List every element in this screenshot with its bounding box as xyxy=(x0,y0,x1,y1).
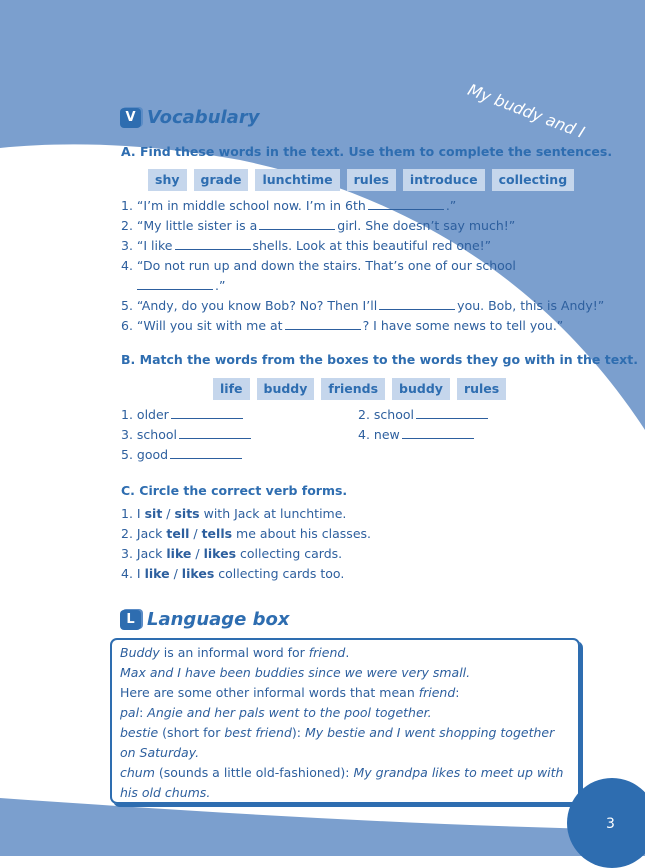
word-box-b xyxy=(213,378,506,400)
answer-blank[interactable] xyxy=(259,218,335,230)
verb-item: 2. Jack tell / tells me about his classes. xyxy=(121,526,371,541)
section-a-items xyxy=(121,196,605,336)
verb-item: 1. I sit / sits with Jack at lunchtime. xyxy=(121,506,347,521)
answer-blank[interactable] xyxy=(137,278,213,290)
match-item: 4. new xyxy=(358,425,476,445)
word-chip: grade xyxy=(194,169,249,191)
answer-blank[interactable] xyxy=(285,318,361,330)
vocabulary-heading xyxy=(120,107,259,128)
match-item: 3. school xyxy=(121,425,253,445)
section-c-items xyxy=(121,504,371,584)
section-b-heading: B. Match the words from the boxes to the words they go with in the text. xyxy=(121,352,638,367)
verb-option[interactable]: tells xyxy=(201,526,233,541)
answer-blank[interactable] xyxy=(402,427,474,439)
verb-option[interactable]: likes xyxy=(181,566,215,581)
exercise-item: 4. “Do not run up and down the stairs. That’s one of our school xyxy=(121,258,516,273)
exercise-item: 3. “I like shells. Look at this beautiful red one!” xyxy=(121,238,492,253)
language-box: Buddy is an informal word for friend. Max and I have been buddies since we were very small. Here are some other informal words that mean friend: pal: Angie and her pals went to the pool together. bestie (short for best friend): My bestie and I went shopping together on Saturday. chum (sounds a little old-fashioned): My grandpa likes to meet up with his old chums. xyxy=(110,638,580,804)
word-chip: rules xyxy=(347,169,396,191)
verb-option[interactable]: like xyxy=(166,546,192,561)
vocabulary-title: Vocabulary xyxy=(147,107,260,128)
exercise-item-continued: .” xyxy=(121,276,591,296)
verb-option[interactable]: sit xyxy=(144,506,163,521)
exercise-item: 5. “Andy, do you know Bob? No? Then I’ll you. Bob, this is Andy!” xyxy=(121,298,605,313)
verb-option[interactable]: likes xyxy=(203,546,237,561)
exercise-item: 1. “I’m in middle school now. I’m in 6th .” xyxy=(121,198,457,213)
word-chip: lunchtime xyxy=(255,169,339,191)
section-a-heading: A. Find these words in the text. Use them to complete the sentences. xyxy=(121,144,613,159)
section-c-heading: C. Circle the correct verb forms. xyxy=(121,483,348,498)
answer-blank[interactable] xyxy=(368,198,444,210)
answer-blank[interactable] xyxy=(416,407,488,419)
page-number: 3 xyxy=(606,816,615,832)
verb-option[interactable]: tell xyxy=(166,526,190,541)
word-chip: life xyxy=(213,378,250,400)
match-item: 2. school xyxy=(358,405,490,425)
verb-option[interactable]: sits xyxy=(174,506,200,521)
answer-blank[interactable] xyxy=(171,407,243,419)
word-chip: friends xyxy=(321,378,385,400)
verb-item: 4. I like / likes collecting cards too. xyxy=(121,566,345,581)
exercise-item: 2. “My little sister is a girl. She doesn’t say much!” xyxy=(121,218,516,233)
match-item: 5. good xyxy=(121,445,244,465)
answer-blank[interactable] xyxy=(379,298,455,310)
unit-title: My buddy and I xyxy=(465,80,588,142)
answer-blank[interactable] xyxy=(179,427,251,439)
exercise-item: 6. “Will you sit with me at ? I have some news to tell you.” xyxy=(121,318,564,333)
word-chip: introduce xyxy=(403,169,485,191)
verb-option[interactable]: like xyxy=(144,566,170,581)
word-chip: shy xyxy=(148,169,187,191)
language-box-icon: L xyxy=(120,610,141,630)
language-box-heading xyxy=(120,609,290,630)
word-chip: buddy xyxy=(257,378,315,400)
match-item: 1. older xyxy=(121,405,245,425)
vocabulary-icon: V xyxy=(120,108,141,128)
answer-blank[interactable] xyxy=(170,447,242,459)
verb-item: 3. Jack like / likes collecting cards. xyxy=(121,546,343,561)
bottom-band-fill xyxy=(0,798,645,856)
language-box-title: Language box xyxy=(147,609,290,630)
word-chip: buddy xyxy=(392,378,450,400)
word-chip: rules xyxy=(457,378,506,400)
word-chip: collecting xyxy=(492,169,575,191)
word-box-a xyxy=(148,169,574,191)
answer-blank[interactable] xyxy=(175,238,251,250)
